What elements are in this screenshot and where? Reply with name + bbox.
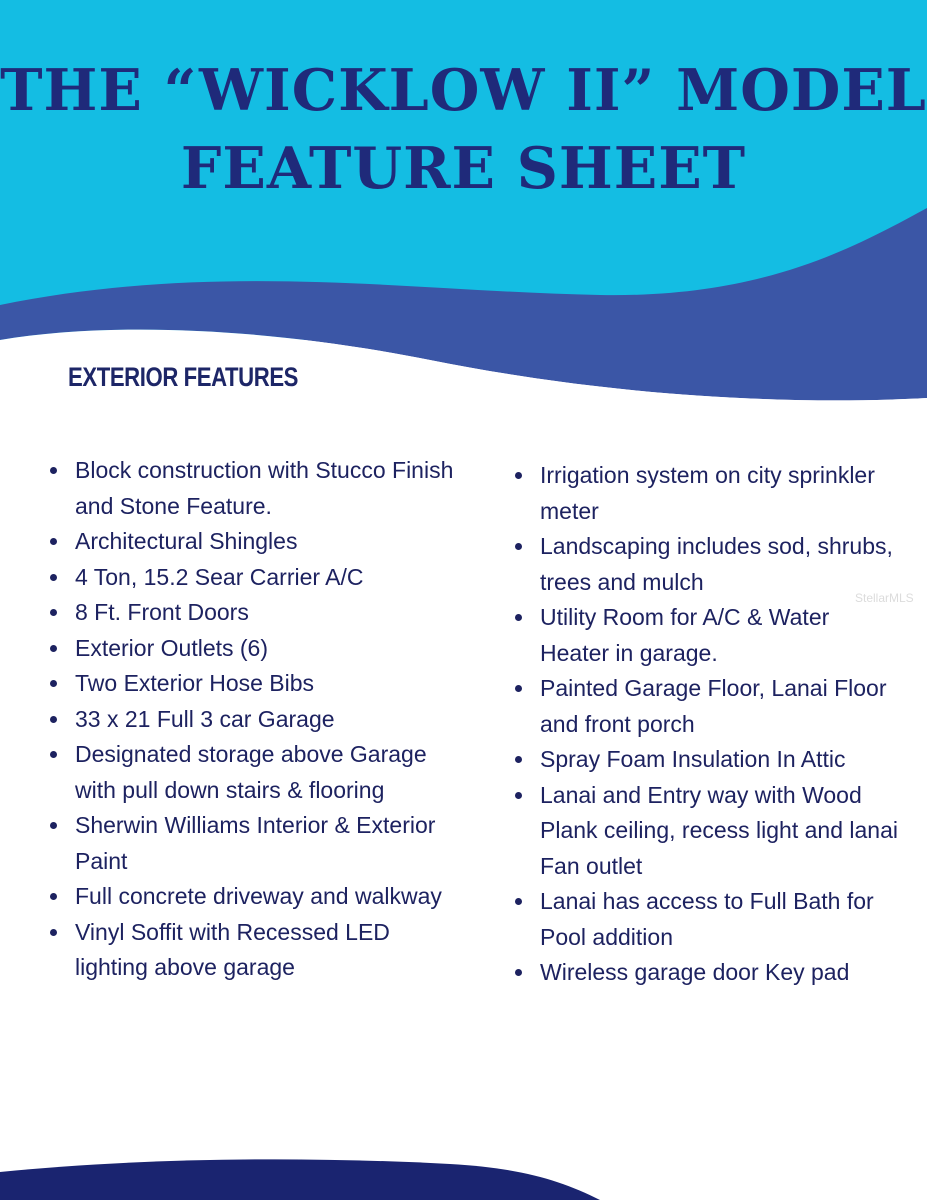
list-item: Irrigation system on city sprinkler meter (513, 458, 903, 529)
section-heading: EXTERIOR FEATURES (68, 362, 299, 392)
right-feature-list (513, 458, 903, 991)
list-item: Wireless garage door Key pad (513, 955, 903, 991)
list-item: Full concrete driveway and walkway (48, 879, 468, 915)
list-item: 33 x 21 Full 3 car Garage (48, 702, 468, 738)
list-item: Painted Garage Floor, Lanai Floor and front porch (513, 671, 903, 742)
left-feature-list (48, 453, 468, 986)
list-item: Architectural Shingles (48, 524, 468, 560)
list-item: Utility Room for A/C & Water Heater in garage. (513, 600, 903, 671)
list-item: Two Exterior Hose Bibs (48, 666, 468, 702)
list-item: Spray Foam Insulation In Attic (513, 742, 903, 778)
watermark: StellarMLS (855, 591, 914, 605)
title-line-1: THE “WICKLOW II” MODEL (0, 57, 927, 124)
list-item: 4 Ton, 15.2 Sear Carrier A/C (48, 560, 468, 596)
list-item: Designated storage above Garage with pull down stairs & flooring (48, 737, 468, 808)
list-item: 8 Ft. Front Doors (48, 595, 468, 631)
list-item: Vinyl Soffit with Recessed LED lighting above garage (48, 915, 468, 986)
list-item: Landscaping includes sod, shrubs, trees and mulch (513, 529, 903, 600)
page-title (0, 52, 927, 208)
list-item: Sherwin Williams Interior & Exterior Paint (48, 808, 468, 879)
list-item: Lanai has access to Full Bath for Pool addition (513, 884, 903, 955)
list-item: Lanai and Entry way with Wood Plank ceiling, recess light and lanai Fan outlet (513, 778, 903, 885)
list-item: Exterior Outlets (6) (48, 631, 468, 667)
title-line-2: FEATURE SHEET (180, 135, 747, 202)
list-item: Block construction with Stucco Finish and Stone Feature. (48, 453, 468, 524)
